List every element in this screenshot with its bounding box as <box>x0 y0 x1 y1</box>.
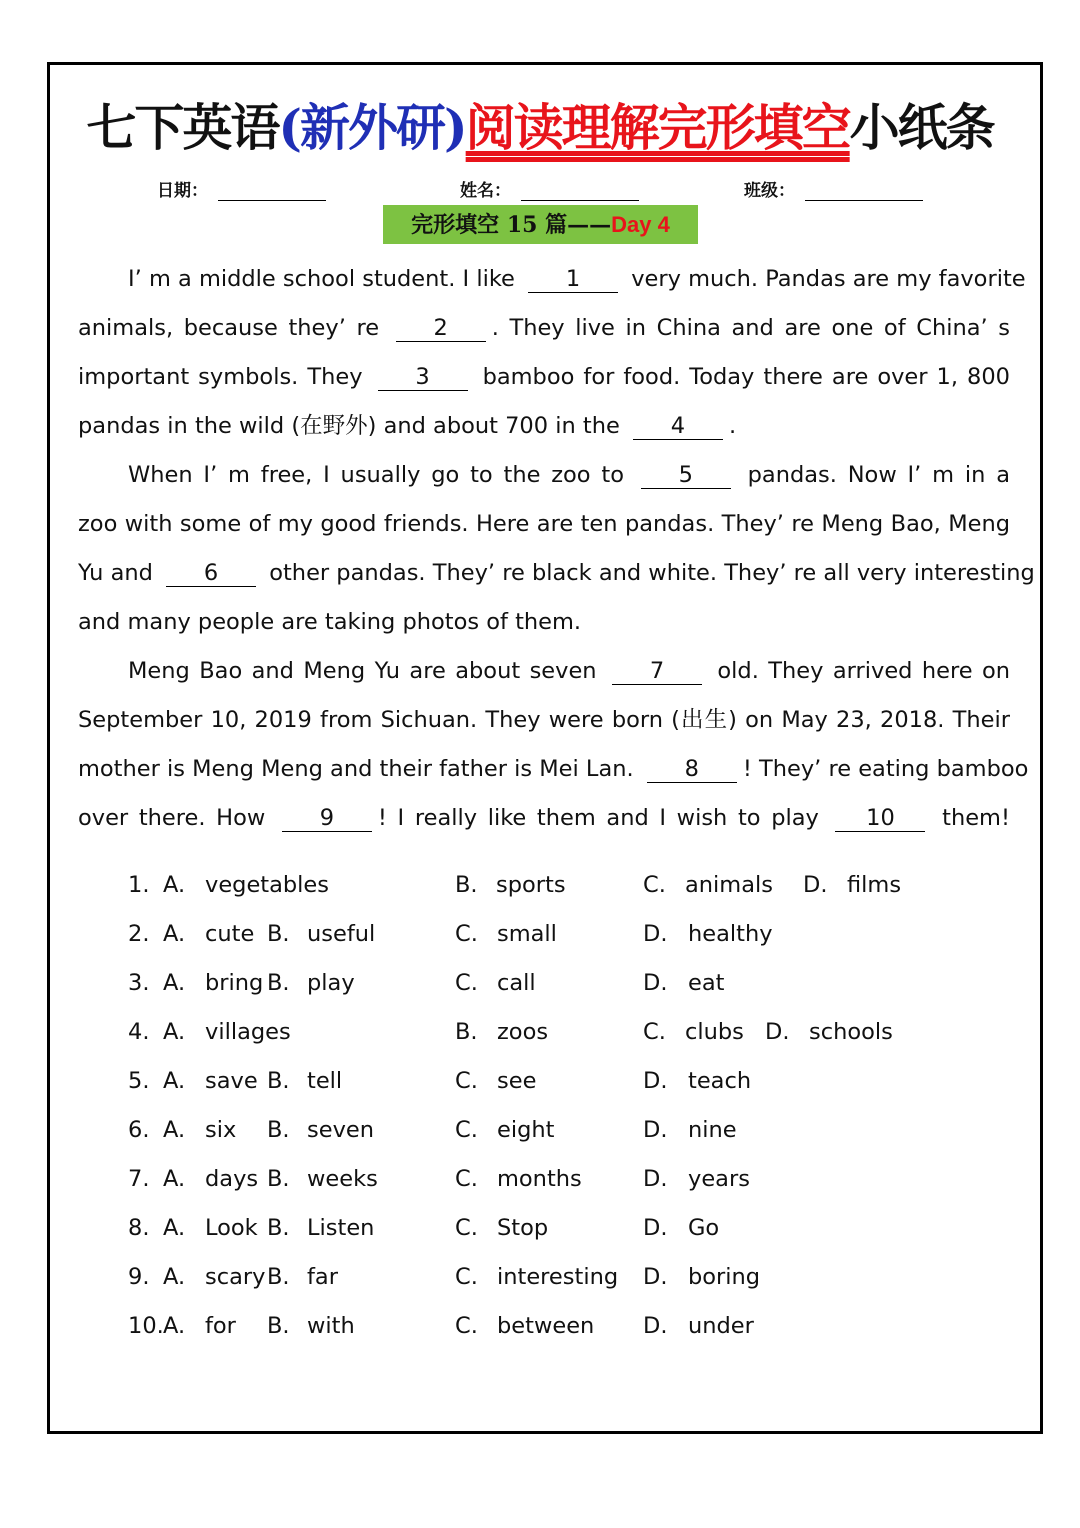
blank-4[interactable]: 4 <box>633 413 723 440</box>
option-text[interactable]: small <box>497 921 557 947</box>
question-number: 5. <box>128 1068 150 1094</box>
option-letter: B. <box>267 1068 290 1094</box>
option-letter: B. <box>267 1313 290 1339</box>
option-text[interactable]: clubs <box>685 1019 744 1045</box>
question-row <box>0 1302 1080 1351</box>
question-number: 4. <box>128 1019 150 1045</box>
passage-text: Yu and <box>78 560 161 586</box>
option-text[interactable]: bring <box>205 970 264 996</box>
option-text[interactable]: eat <box>688 970 725 996</box>
passage-text: mother is Meng Meng and their father is Mei Lan. <box>78 756 641 782</box>
passage-text: When I’ m free, I usually go to the zoo to <box>128 462 635 488</box>
page-title <box>0 88 1080 160</box>
option-letter: D. <box>643 1215 668 1241</box>
passage-line <box>78 794 1010 843</box>
option-text[interactable]: Look <box>205 1215 258 1241</box>
question-number: 8. <box>128 1215 150 1241</box>
option-letter: B. <box>267 970 290 996</box>
option-letter: A. <box>163 1313 186 1339</box>
option-letter: A. <box>163 1019 186 1045</box>
passage-text: ! They’ re eating bamboo <box>742 756 1029 782</box>
question-number: 9. <box>128 1264 150 1290</box>
passage-line <box>78 402 1010 451</box>
option-letter: C. <box>455 1117 478 1143</box>
option-text[interactable]: Listen <box>307 1215 375 1241</box>
question-row <box>0 1106 1080 1155</box>
answer-options <box>0 861 1080 1351</box>
passage-text: animals, because they’ re <box>78 315 390 341</box>
option-text[interactable]: weeks <box>307 1166 378 1192</box>
name-blank[interactable] <box>521 182 639 201</box>
option-letter: C. <box>455 1264 478 1290</box>
option-letter: B. <box>267 1215 290 1241</box>
blank-5[interactable]: 5 <box>641 462 731 489</box>
option-text[interactable]: films <box>847 872 902 898</box>
option-text[interactable]: healthy <box>688 921 773 947</box>
passage-text: over there. How <box>78 805 276 831</box>
question-number: 3. <box>128 970 150 996</box>
passage-text: pandas. Now I’ m in a <box>736 462 1010 488</box>
blank-10[interactable]: 10 <box>835 805 925 832</box>
question-number: 2. <box>128 921 150 947</box>
question-row <box>0 959 1080 1008</box>
option-letter: A. <box>163 872 186 898</box>
question-number: 6. <box>128 1117 150 1143</box>
option-text[interactable]: eight <box>497 1117 555 1143</box>
option-letter: B. <box>267 1166 290 1192</box>
option-text[interactable]: far <box>307 1264 338 1290</box>
passage-text: September 10, 2019 from Sichuan. They were born (出生) on May 23, 2018. Their <box>78 707 1010 733</box>
passage-text: . They live in China and are one of China’ s <box>491 315 1010 341</box>
question-row <box>0 1057 1080 1106</box>
option-letter: D. <box>803 872 828 898</box>
option-letter: D. <box>643 970 668 996</box>
blank-8[interactable]: 8 <box>647 756 737 783</box>
question-row <box>0 1155 1080 1204</box>
option-text[interactable]: cute <box>205 921 255 947</box>
option-letter: B. <box>267 1264 290 1290</box>
option-letter: C. <box>643 1019 666 1045</box>
option-text[interactable]: animals <box>685 872 773 898</box>
title-suffix: 小纸条 <box>849 98 994 157</box>
banner-day: Day 4 <box>611 212 670 237</box>
name-field <box>460 176 639 201</box>
option-letter: B. <box>455 1019 478 1045</box>
class-label: 班级： <box>744 181 795 201</box>
option-letter: C. <box>455 921 478 947</box>
option-letter: D. <box>643 1166 668 1192</box>
option-letter: C. <box>455 1068 478 1094</box>
option-text[interactable]: see <box>497 1068 537 1094</box>
option-letter: C. <box>455 1166 478 1192</box>
option-letter: D. <box>765 1019 790 1045</box>
option-text[interactable]: schools <box>809 1019 893 1045</box>
passage-text: and many people are taking photos of them. <box>78 609 582 635</box>
blank-3[interactable]: 3 <box>378 364 468 391</box>
cloze-passage <box>78 255 1035 843</box>
question-number: 1. <box>128 872 150 898</box>
option-letter: D. <box>643 1313 668 1339</box>
question-row <box>0 1253 1080 1302</box>
option-letter: A. <box>163 1117 186 1143</box>
date-field <box>157 176 326 201</box>
option-text[interactable]: vegetables <box>205 872 329 898</box>
passage-text: . <box>728 413 737 439</box>
option-text[interactable]: teach <box>688 1068 752 1094</box>
question-row <box>0 1204 1080 1253</box>
option-letter: A. <box>163 1215 186 1241</box>
option-letter: C. <box>455 1313 478 1339</box>
title-edition: (新外研) <box>278 98 466 157</box>
class-field <box>744 176 923 201</box>
banner-text: 完形填空 15 篇—— <box>411 212 612 238</box>
passage-text: other pandas. They’ re black and white. They’ re all very interesting <box>262 560 1035 586</box>
question-number: 10. <box>128 1313 164 1339</box>
option-letter: A. <box>163 1166 186 1192</box>
option-letter: A. <box>163 1068 186 1094</box>
option-text[interactable]: villages <box>205 1019 291 1045</box>
option-text[interactable]: seven <box>307 1117 374 1143</box>
passage-line <box>78 647 1010 696</box>
option-letter: D. <box>643 921 668 947</box>
option-text[interactable]: between <box>497 1313 595 1339</box>
class-blank[interactable] <box>805 182 923 201</box>
option-text[interactable]: tell <box>307 1068 343 1094</box>
passage-text: them! <box>931 805 1010 831</box>
option-letter: D. <box>643 1117 668 1143</box>
option-text[interactable]: interesting <box>497 1264 619 1290</box>
passage-line <box>78 353 1010 402</box>
passage-line <box>78 255 1026 304</box>
option-text[interactable]: days <box>205 1166 259 1192</box>
option-text[interactable]: nine <box>688 1117 737 1143</box>
name-label: 姓名： <box>460 181 511 201</box>
blank-7[interactable]: 7 <box>612 658 702 685</box>
option-letter: B. <box>267 921 290 947</box>
passage-text: very much. Pandas are my favorite <box>624 266 1026 292</box>
passage-text: old. They arrived here on <box>707 658 1011 684</box>
passage-line <box>78 696 1010 745</box>
blank-9[interactable]: 9 <box>282 805 372 832</box>
option-text[interactable]: Go <box>688 1215 720 1241</box>
option-text[interactable]: for <box>205 1313 236 1339</box>
passage-line <box>78 549 1035 598</box>
date-label: 日期： <box>157 181 208 201</box>
option-text[interactable]: zoos <box>497 1019 549 1045</box>
option-text[interactable]: save <box>205 1068 258 1094</box>
option-letter: A. <box>163 921 186 947</box>
option-letter: A. <box>163 970 186 996</box>
option-letter: B. <box>267 1117 290 1143</box>
passage-line <box>78 500 1010 549</box>
option-text[interactable]: six <box>205 1117 237 1143</box>
section-banner <box>383 205 698 244</box>
passage-text: I’ m a middle school student. I like <box>128 266 523 292</box>
blank-6[interactable]: 6 <box>166 560 256 587</box>
option-letter: B. <box>455 872 478 898</box>
option-letter: C. <box>643 872 666 898</box>
passage-text: ! I really like them and I wish to play <box>377 805 830 831</box>
blank-2[interactable]: 2 <box>396 315 486 342</box>
option-text[interactable]: years <box>688 1166 750 1192</box>
passage-line <box>78 745 1029 794</box>
passage-text: important symbols. They <box>78 364 372 390</box>
option-text[interactable]: scary <box>205 1264 266 1290</box>
question-row <box>0 1008 1080 1057</box>
passage-line <box>78 304 1010 353</box>
option-text[interactable]: under <box>688 1313 754 1339</box>
option-text[interactable]: call <box>497 970 536 996</box>
option-letter: C. <box>455 970 478 996</box>
option-text[interactable]: boring <box>688 1264 761 1290</box>
option-letter: A. <box>163 1264 186 1290</box>
passage-text: Meng Bao and Meng Yu are about seven <box>128 658 606 684</box>
passage-line <box>78 598 1010 647</box>
option-text[interactable]: play <box>307 970 355 996</box>
passage-text: bamboo for food. Today there are over 1, 800 <box>473 364 1010 390</box>
title-topic: 阅读理解完形填空 <box>465 98 850 157</box>
question-row <box>0 910 1080 959</box>
title-grade: 七下英语 <box>86 98 279 157</box>
question-row <box>0 861 1080 910</box>
question-number: 7. <box>128 1166 150 1192</box>
date-blank[interactable] <box>218 182 326 201</box>
option-text[interactable]: with <box>307 1313 355 1339</box>
option-letter: C. <box>455 1215 478 1241</box>
passage-text: pandas in the wild (在野外) and about 700 in the <box>78 413 627 439</box>
option-text[interactable]: sports <box>496 872 566 898</box>
option-letter: D. <box>643 1264 668 1290</box>
option-text[interactable]: months <box>497 1166 582 1192</box>
option-letter: D. <box>643 1068 668 1094</box>
passage-line <box>78 451 1010 500</box>
blank-1[interactable]: 1 <box>528 266 618 293</box>
option-text[interactable]: useful <box>307 921 376 947</box>
passage-text: zoo with some of my good friends. Here are ten pandas. They’ re Meng Bao, Meng <box>78 511 1010 537</box>
option-text[interactable]: Stop <box>497 1215 549 1241</box>
